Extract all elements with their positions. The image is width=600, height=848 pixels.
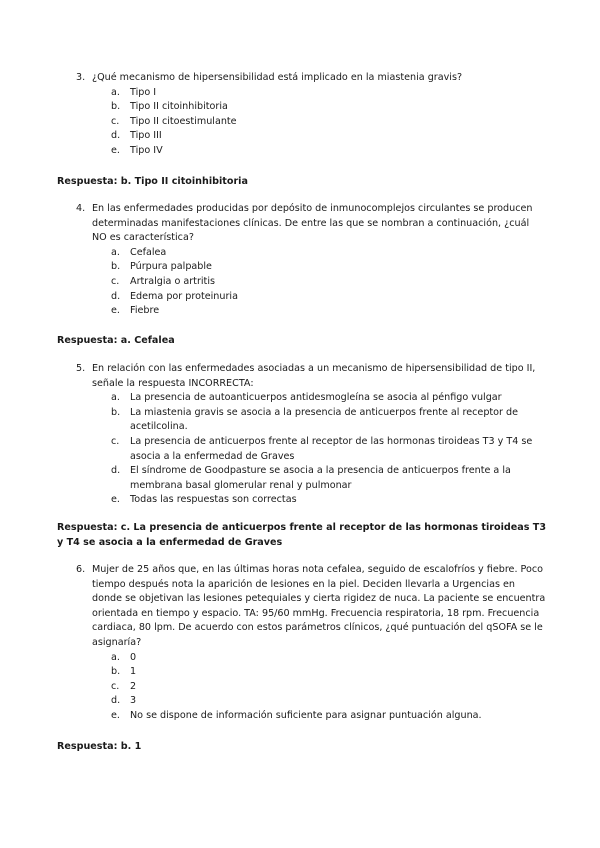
- option-letter: e.: [111, 305, 120, 317]
- option-letter: e.: [111, 144, 120, 156]
- option-letter: d.: [111, 465, 121, 477]
- option-text: No se dispone de información suficiente para asignar puntuación alguna.: [130, 709, 482, 721]
- option-letter: a.: [111, 392, 120, 404]
- question-6: [76, 563, 546, 724]
- option-text: El síndrome de Goodpasture se asocia a la presencia de anticuerpos frente a la membrana basal glomerular renal y pulmonar: [130, 465, 511, 491]
- answer-3: Respuesta: b. Tipo II citoinhibitoria: [57, 176, 248, 187]
- option-item: [111, 115, 546, 130]
- answer-6: Respuesta: b. 1: [57, 741, 142, 752]
- option-item: [111, 260, 546, 275]
- option-item: [111, 493, 546, 508]
- question-text: ¿Qué mecanismo de hipersensibilidad está implicado en la miastenia gravis?: [92, 72, 463, 83]
- question-4: [76, 202, 546, 319]
- option-text: Púrpura palpable: [130, 261, 212, 273]
- option-letter: c.: [111, 680, 120, 692]
- option-letter: b.: [111, 666, 121, 678]
- option-text: Tipo IV: [130, 144, 163, 156]
- option-text: Tipo I: [130, 86, 157, 98]
- option-text: 3: [130, 695, 137, 707]
- option-text: Edema por proteinuria: [130, 290, 238, 302]
- option-letter: c.: [111, 115, 120, 127]
- option-text: Cefalea: [130, 246, 167, 258]
- option-text: Tipo II citoestimulante: [130, 115, 237, 127]
- option-text: Todas las respuestas son correctas: [130, 494, 297, 506]
- option-text: Artralgia o artritis: [130, 275, 215, 287]
- option-item: [111, 246, 546, 261]
- option-letter: d.: [111, 695, 121, 707]
- option-item: [111, 391, 546, 406]
- answer-4: Respuesta: a. Cefalea: [57, 335, 175, 346]
- option-letter: b.: [111, 406, 121, 418]
- options-list: [111, 651, 546, 724]
- option-text: La presencia de anticuerpos frente al receptor de las hormonas tiroideas T3 y T4 se asocia a la enfermedad de Graves: [130, 435, 533, 462]
- option-item: [111, 86, 546, 101]
- option-item: [111, 435, 546, 464]
- options-list: [111, 86, 546, 159]
- option-text: La miastenia gravis se asocia a la presencia de anticuerpos frente al receptor de acetilcolina.: [130, 406, 519, 433]
- option-text: 0: [130, 651, 137, 663]
- option-item: [111, 290, 546, 305]
- option-item: [111, 406, 546, 435]
- question-number: 3.: [76, 72, 86, 83]
- option-letter: b.: [111, 261, 121, 273]
- question-number: 5.: [76, 363, 86, 374]
- option-text: Tipo III: [130, 130, 162, 142]
- question-5: [76, 362, 546, 508]
- options-list: [111, 246, 546, 319]
- option-letter: d.: [111, 130, 121, 142]
- option-item: [111, 100, 546, 115]
- option-letter: a.: [111, 246, 120, 258]
- option-text: Tipo II citoinhibitoria: [130, 101, 228, 113]
- question-text: En las enfermedades producidas por depósito de inmunocomplejos circulantes se producen determinadas manifestaciones clínicas. De entre las que se nombran a continuación, ¿cuál NO es característica?: [92, 203, 533, 244]
- question-3: [76, 71, 546, 159]
- question-text: En relación con las enfermedades asociadas a un mecanismo de hipersensibilidad de tipo II, señale la respuesta INCORRECTA:: [92, 363, 536, 389]
- option-letter: d.: [111, 290, 121, 302]
- option-letter: a.: [111, 651, 120, 663]
- option-item: [111, 680, 546, 695]
- answer-5: Respuesta: c. La presencia de anticuerpos frente al receptor de las hormonas tiroideas T3 y T4 se asocia a la enfermedad de Graves: [57, 522, 547, 548]
- option-text: La presencia de autoanticuerpos antidesmogleína se asocia al pénfigo vulgar: [130, 392, 502, 404]
- question-number: 6.: [76, 564, 86, 575]
- option-letter: e.: [111, 709, 120, 721]
- option-item: [111, 275, 546, 290]
- question-number: 4.: [76, 203, 86, 214]
- option-letter: c.: [111, 275, 120, 287]
- option-letter: e.: [111, 494, 120, 506]
- option-item: [111, 665, 546, 680]
- option-item: [111, 304, 546, 319]
- option-item: [111, 651, 546, 666]
- option-item: [111, 144, 546, 159]
- option-letter: b.: [111, 101, 121, 113]
- option-item: [111, 694, 546, 709]
- option-item: [111, 709, 546, 724]
- options-list: [111, 391, 546, 508]
- option-item: [111, 464, 546, 493]
- option-text: 1: [130, 666, 137, 678]
- option-text: 2: [130, 680, 137, 692]
- question-text: Mujer de 25 años que, en las últimas horas nota cefalea, seguido de escalofríos y fiebre. Poco tiempo después nota la aparición de lesiones en la piel. Deciden llevarla a Urgencias en donde se objetivan las lesiones petequiales y cierta rigidez de nuca. La paciente se encuentra orientada en tiempo y espacio. TA: 95/60 mmHg. Frecuencia respiratoria, 18 rpm. Frecuencia cardiaca, 80 lpm. De acuerdo con estos parámetros clínicos, ¿qué puntuación del qSOFA se le asignaría?: [92, 564, 546, 648]
- option-text: Fiebre: [130, 305, 160, 317]
- option-letter: c.: [111, 435, 120, 447]
- option-item: [111, 129, 546, 144]
- option-letter: a.: [111, 86, 120, 98]
